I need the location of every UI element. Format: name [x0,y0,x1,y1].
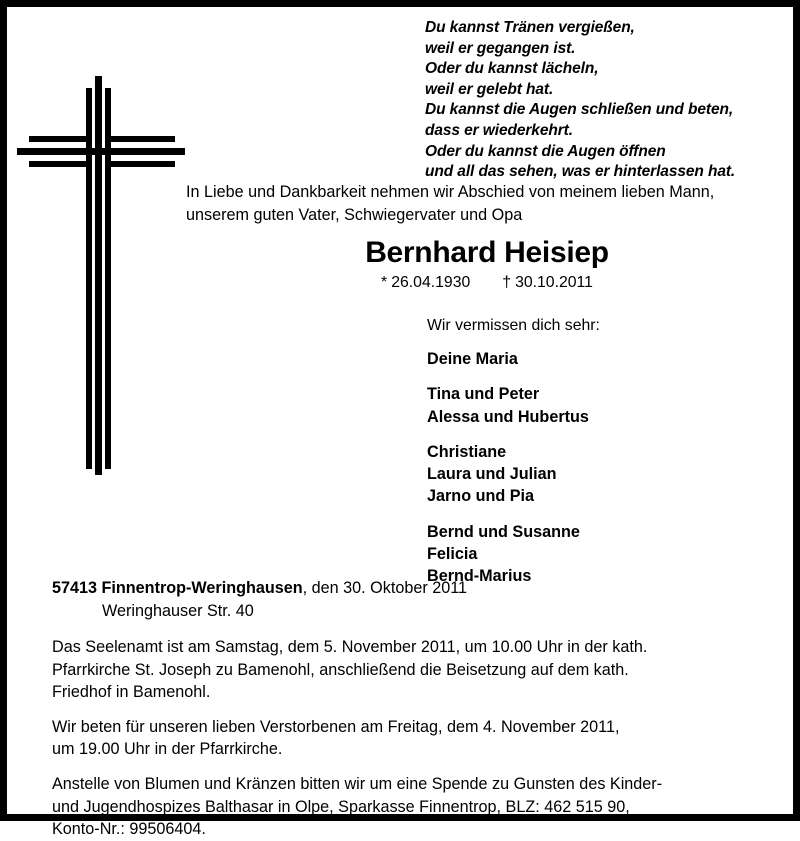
poem-line: und all das sehen, was er hinterlassen hat. [425,163,736,181]
paragraph-line: Anstelle von Blumen und Kränzen bitten wir um eine Spende zu Gunsten des Kinder- [52,774,663,793]
paragraph-line: um 19.00 Uhr in der Pfarrkirche. [52,740,283,759]
survivor-line: Bernd und Susanne [427,522,580,541]
survivor-line: Bernd-Marius [427,567,532,586]
poem-line: Oder du kannst die Augen öffnen [425,142,666,160]
paragraph-line: Das Seelenamt ist am Samstag, dem 5. November 2011, um 10.00 Uhr in der kath. [52,638,648,656]
death-date: 30.10.2011 [515,274,593,291]
christian-cross-icon [7,7,197,487]
street-address: Weringhauser Str. 40 [102,601,254,620]
deceased-name: Bernhard Heisiep [365,236,609,269]
poem-line: Oder du kannst lächeln, [425,60,599,78]
poem-line: Du kannst Tränen vergießen, [425,19,635,36]
service-details [52,636,757,841]
paragraph-line: Wir beten für unseren lieben Verstorbenen am Freitag, dem 4. November 2011, [52,717,620,736]
cross-svg [7,7,197,487]
intro-line: unserem guten Vater, Schwiegervater und Opa [186,205,523,224]
paragraph-line: und Jugendhospizes Balthasar in Olpe, Sparkasse Finnentrop, BLZ: 462 515 90, [52,797,630,816]
poem-line: weil er gegangen ist. [425,39,576,57]
place-and-date [52,577,467,622]
poem-line: Du kannst die Augen schließen und beten, [425,101,734,119]
paragraph-line: Pfarrkirche St. Joseph zu Bamenohl, anschließend die Beisetzung auf dem kath. [52,660,629,679]
survivor-line: Deine Maria [427,350,518,368]
deceased-dates [187,274,787,292]
donation-paragraph [52,773,757,841]
intro-line: In Liebe und Dankbarkeit nehmen wir Abschied von meinem lieben Mann, [186,183,715,201]
survivor-line: Laura und Julian [427,465,557,484]
survivor-group [427,348,589,370]
poem-line: weil er gelebt hat. [425,80,554,98]
poem-line: dass er wiederkehrt. [425,121,573,139]
mourning-heading: Wir vermissen dich sehr: [427,317,600,334]
birth-date: 26.04.1930 [391,274,471,291]
survivor-line: Tina und Peter [427,385,540,404]
intro-text [186,181,786,226]
survivor-group [427,383,589,428]
paragraph-line: Friedhof in Bamenohl. [52,683,211,702]
notice-date: , den 30. Oktober 2011 [302,579,468,597]
city-line: 57413 Finnentrop-Weringhausen [52,579,303,597]
birth-symbol: * [381,274,388,291]
survivor-line: Alessa und Hubertus [427,407,589,426]
survivor-line: Christiane [427,442,507,461]
paragraph-line: Konto-Nr.: 99506404. [52,820,206,839]
prayer-paragraph [52,716,757,761]
service-paragraph [52,636,757,704]
death-symbol: † [502,274,512,291]
survivor-line: Felicia [427,545,478,564]
memorial-poem [425,18,785,183]
survivors-list [427,348,589,588]
survivor-group [427,441,589,508]
survivor-line: Jarno und Pia [427,487,535,506]
